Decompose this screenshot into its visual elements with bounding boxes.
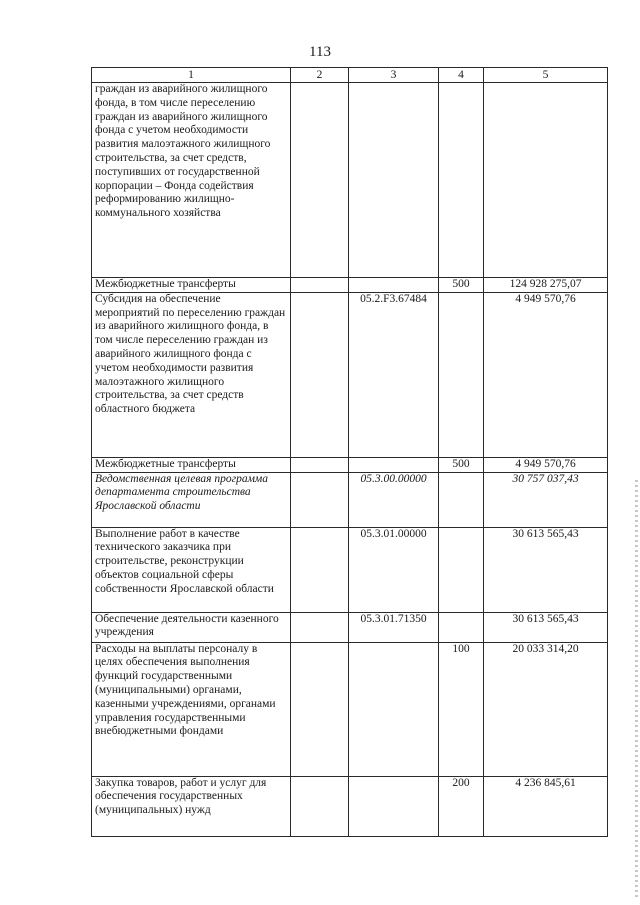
row-amount-cell: 4 949 570,76	[484, 292, 608, 457]
row-empty-cell	[291, 457, 349, 472]
column-header-3: 3	[349, 68, 439, 83]
row-empty-cell	[291, 527, 349, 612]
budget-table	[91, 67, 608, 837]
row-code-cell	[349, 83, 439, 278]
row-kind-cell: 100	[439, 642, 484, 776]
row-code-cell	[349, 278, 439, 293]
row-kind-cell	[439, 612, 484, 642]
row-code-cell: 05.3.00.00000	[349, 472, 439, 527]
row-empty-cell	[291, 83, 349, 278]
scan-edge-mark	[635, 480, 638, 900]
row-name-cell: Межбюджетные трансферты	[92, 278, 291, 293]
column-header-1: 1	[92, 68, 291, 83]
row-name-cell: Обеспечение деятельности казенного учреждения	[92, 612, 291, 642]
row-name-cell: Расходы на выплаты персоналу в целях обеспечения выполнения функций государственными (муниципальными) органами, казенными учреждениями, органами управления государственными внебюджетными фондами	[92, 642, 291, 776]
row-amount-cell	[484, 83, 608, 278]
column-header-5: 5	[484, 68, 608, 83]
row-name-cell: Закупка товаров, работ и услуг для обеспечения государственных (муниципальных) нужд	[92, 776, 291, 836]
row-amount-cell: 124 928 275,07	[484, 278, 608, 293]
row-kind-cell	[439, 472, 484, 527]
row-kind-cell: 500	[439, 457, 484, 472]
row-name-cell: Межбюджетные трансферты	[92, 457, 291, 472]
table-row	[92, 642, 608, 776]
column-header-4: 4	[439, 68, 484, 83]
row-kind-cell: 200	[439, 776, 484, 836]
row-kind-cell	[439, 292, 484, 457]
row-code-cell	[349, 776, 439, 836]
row-amount-cell: 30 613 565,43	[484, 612, 608, 642]
row-amount-cell: 30 757 037,43	[484, 472, 608, 527]
table-row	[92, 472, 608, 527]
row-amount-cell: 20 033 314,20	[484, 642, 608, 776]
row-name-cell: Субсидия на обеспечение мероприятий по переселению граждан из аварийного жилищного фонда, в том числе переселению граждан из аварийного жилищного фонда с учетом необходимости развития малоэтажного жилищного строительства, за счет средств областного бюджета	[92, 292, 291, 457]
table-row	[92, 776, 608, 836]
row-code-cell	[349, 457, 439, 472]
row-empty-cell	[291, 776, 349, 836]
row-amount-cell: 30 613 565,43	[484, 527, 608, 612]
row-empty-cell	[291, 278, 349, 293]
column-header-2: 2	[291, 68, 349, 83]
table-row	[92, 612, 608, 642]
row-kind-cell: 500	[439, 278, 484, 293]
row-empty-cell	[291, 472, 349, 527]
table-row	[92, 278, 608, 293]
row-code-cell: 05.3.01.00000	[349, 527, 439, 612]
row-code-cell: 05.3.01.71350	[349, 612, 439, 642]
row-name-cell: граждан из аварийного жилищного фонда, в том числе переселению граждан из аварийного жилищного фонда с учетом необходимости развития малоэтажного жилищного строительства, за счет средств, поступивших от государственной корпорации – Фонда содействия реформированию жилищно-коммунального хозяйства	[92, 83, 291, 278]
header-row	[92, 68, 608, 83]
row-kind-cell	[439, 527, 484, 612]
row-amount-cell: 4 236 845,61	[484, 776, 608, 836]
row-name-cell: Выполнение работ в качестве технического заказчика при строительстве, реконструкции объектов социальной сферы собственности Ярославской области	[92, 527, 291, 612]
row-code-cell	[349, 642, 439, 776]
row-empty-cell	[291, 642, 349, 776]
row-empty-cell	[291, 612, 349, 642]
row-kind-cell	[439, 83, 484, 278]
table-body	[92, 83, 608, 837]
table-row	[92, 292, 608, 457]
table-row	[92, 457, 608, 472]
row-empty-cell	[291, 292, 349, 457]
row-amount-cell: 4 949 570,76	[484, 457, 608, 472]
page-number: 113	[309, 44, 331, 60]
row-code-cell: 05.2.F3.67484	[349, 292, 439, 457]
table-row	[92, 527, 608, 612]
row-name-cell: Ведомственная целевая программа департамента строительства Ярославской области	[92, 472, 291, 527]
table-row	[92, 83, 608, 278]
